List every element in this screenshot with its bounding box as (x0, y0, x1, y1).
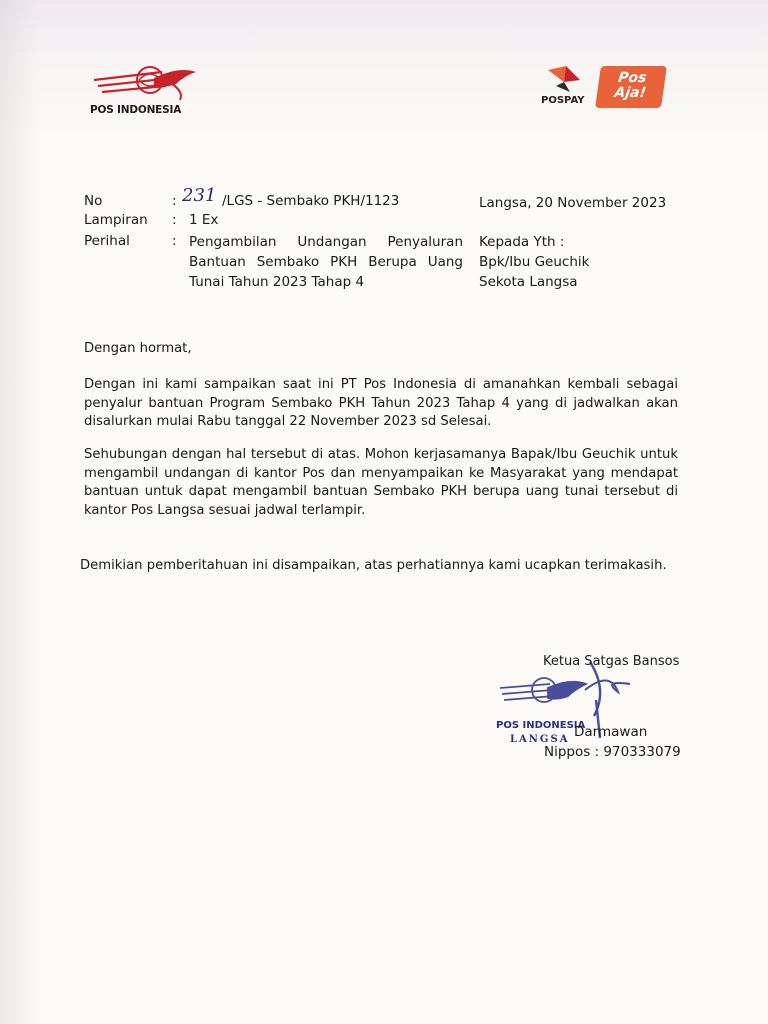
greeting: Dengan hormat, (84, 341, 192, 356)
signature-nippos: Nippos : 970333079 (544, 744, 681, 760)
posaja-logo-text-1: Pos (617, 70, 648, 86)
signature-title: Ketua Satgas Bansos (543, 654, 680, 669)
no-label: No (84, 193, 103, 209)
perihal-label: Perihal (84, 233, 130, 249)
letter-number-handwritten: 231 (182, 185, 217, 206)
pos-indonesia-logo-text: POS INDONESIA (90, 104, 182, 116)
posaja-logo-text-2: Aja! (613, 85, 648, 101)
recipient-kepada: Kepada Yth : (479, 234, 565, 250)
stamp-text-1: POS INDONESIA (496, 720, 586, 731)
closing-paragraph: Demikian pemberitahuan ini disampaikan, atas perhatiannya kami ucapkan terimakasih. (80, 558, 667, 573)
place-date: Langsa, 20 November 2023 (479, 195, 667, 211)
recipient-place: Sekota Langsa (479, 274, 578, 290)
paragraph-2: Sehubungan dengan hal tersebut di atas. Mohon kerjasamanya Bapak/Ibu Geuchik untuk mengambil undangan di kantor Pos dan menyampaikan ke Masyarakat yang mendapat bantuan untuk dapat mengambil bantuan Sembako PKH berupa uang tunai tersebut di kantor Pos Langsa sesuai jadwal terlampir. (84, 447, 678, 518)
scan-edge-shadow (0, 0, 40, 1024)
perihal-colon: : (172, 233, 177, 249)
posaja-logo (595, 66, 667, 108)
lampiran-label: Lampiran (84, 212, 148, 228)
no-handwritten (182, 186, 216, 207)
pospay-logo-text: POSPAY (541, 95, 585, 106)
perihal-value: Pengambilan Undangan Penyaluran Bantuan Sembako PKH Berupa Uang Tunai Tahun 2023 Tahap 4 (189, 234, 463, 290)
no-value: /LGS - Sembako PKH/1123 (222, 193, 400, 209)
recipient-name: Bpk/Ibu Geuchik (479, 254, 590, 270)
no-colon: : (172, 193, 177, 209)
lampiran-colon: : (172, 212, 177, 228)
signature-name: Darmawan (574, 724, 648, 740)
stamp-text-2: LANGSA (510, 734, 570, 745)
paragraph-1: Dengan ini kami sampaikan saat ini PT Pos Indonesia di amanahkan kembali sebagai penyalur bantuan Program Sembako PKH Tahun 2023 Tahap 4 yang di jadwalkan akan disalurkan mulai Rabu tanggal 22 November 2023 sd Selesai. (84, 377, 678, 429)
lampiran-value: 1 Ex (189, 212, 219, 228)
